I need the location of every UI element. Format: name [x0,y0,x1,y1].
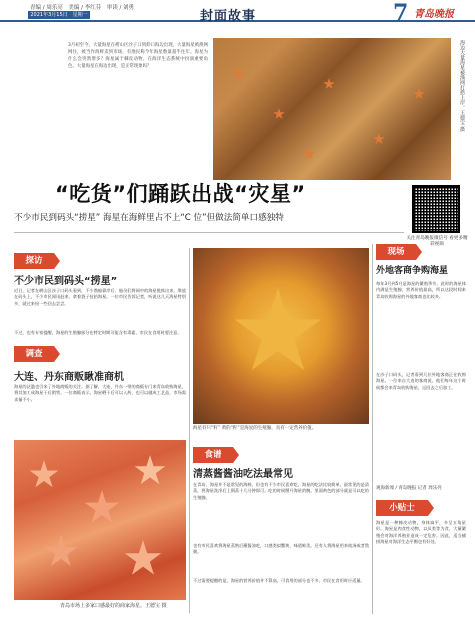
top-photo-starfish-net [213,38,451,180]
starfish-icon [323,78,335,90]
col1-paragraph-1: 近日，记者在崂山区沙子口码头看到，不少渔船靠岸后，船员们将网中的海星挑拣出来，堆放在码头上。不少市民闻讯赶来，拿着袋子捡拾海星。一位市民告诉记者，听说这几天海星特别多，就过来捡一些回去尝尝。 [14,288,186,306]
editor-credits: 青编 / 周乐亮 美编 / 李红芬 审读 / 刘勇 [30,5,135,11]
tag-xiaotieshi: 小贴士 [376,500,428,516]
col3-subhead: 外地客商争购海星 [376,266,449,276]
middle-photo-starfish-roe [193,248,369,424]
intro-text: 3月初至今，大量海星在崂山区沙子口到仰口海边出现，大量海星被渔网网住，被当作海鲜卖到市场，有渔民称今年海星数量超乎往年。海星为什么会突然增多？海星属于棘皮动物，在海洋生态系统中扮演重要角色。大量海星在海边出现，是正常现象吗？ [68,43,208,69]
middle-photo-caption: 海星有只“籽” 黄的“籽”是海星的生殖腺，具有一定营养价值。 [193,426,317,431]
col2-subhead: 清蒸酱酱油吃法最常见 [193,469,293,480]
col2-paragraph-1: 在青岛，海星并不是常见的海鲜，但也有不少市民喜欢吃。海星的吃法比较简单，最常见的是清蒸，将海星洗净后上锅蒸十几分钟即可。吃的时候掰开海星的腕，里面黄色的部分就是可以吃的生殖腺。 [193,482,369,500]
starfish-icon [303,148,315,160]
page-number: 7 [393,0,409,26]
starfish-icon [273,108,285,120]
col1-paragraph-3: 海星的泛滥也引来了外地商贩的关注。据了解，大连、丹东一带的商贩专门来青岛收购海星，将其加工成海星干后销售。一位商贩表示，海星晒干后可以入药，也可以做成工艺品，市场需求量不小。 [14,384,186,402]
col2-paragraph-3: 不过需要提醒的是，海星的营养价值并不算高，可食用的部分也不多，市民在食用时应适量。 [193,578,365,583]
bottom-photo-starfish-market [14,440,186,600]
starfish-icon [233,68,245,80]
qr-caption: 关注青岛晚报微信号 看更多精彩视频 [406,236,468,247]
section-title: 封面故事 [200,9,257,24]
col2-paragraph-2: 也有市民喜欢将海星蒸熟后蘸酱油吃，口感类似蟹黄，味道鲜美。还有人将海星用来炖汤或者熬粥。 [193,543,369,555]
tag-xianchang: 现场 [376,244,416,260]
col1-subhead-2: 大连、丹东商贩瞅准商机 [14,372,124,383]
col3-credit: 观海新闻 / 青岛晚报 记者 周乐亮 [376,486,442,491]
starfish-icon [413,88,425,100]
starfish-icon [134,455,166,487]
starfish-icon [29,460,59,490]
tag-diaocha-visible: 调查 [14,346,54,362]
starfish-icon [44,535,78,569]
col3-paragraph-2: 在沙子口码头，记者看到几位外地客商正在收购海星。一位来自大连的客商说，他们每年这个时候都会来青岛收购海星，运回去之后加工。 [376,372,466,390]
tag-shipu: 食谱 [193,447,233,463]
starfish-icon [124,540,162,578]
col3-paragraph-3: 海星是一种棘皮动物，身体扁平，多呈五角星形。海星是肉食性动物，以贝类等为食，大量繁殖会对海洋养殖业造成一定危害。因此，适当捕捞海星对海洋生态平衡也有好处。 [376,520,466,545]
top-photo-caption: 海边大量海星被渔网打捞上岸。王德宝 摄 [459,40,465,132]
col1-subhead: 不少市民到码头“捞星” [14,276,118,287]
tag-tanfang: 探访 [14,253,54,269]
starfish-icon [233,288,323,378]
newspaper-logo: 青岛晚报 [414,9,454,20]
qr-code[interactable] [412,185,460,233]
issue-date: 2021年3月15日 星期一 [28,11,90,19]
column-divider [189,248,190,613]
starfish-icon [373,133,385,145]
column-divider [372,244,373,614]
section-divider [14,232,404,233]
sub-headline: 不少市民到码头“捞星” 海星在海鲜里占不上“C 位”但做法简单口感独特 [14,213,284,223]
starfish-icon [84,490,120,526]
col1-paragraph-2: 不过，也有专家提醒，海星的生殖腺部分在特定时期可能含有毒素，市民在食用时要注意。 [14,330,182,335]
bottom-photo-caption: 青岛市场上多家口感最好的商家海星。王德宝 摄 [60,603,167,609]
col3-paragraph-1: 每年3月到5月是海星的繁殖季节，此时的海星体内满是生殖腺，营养价值最高，所以这段时间来青岛收购海星的外地客商也比较多。 [376,281,466,299]
main-headline: “吃货”们踊跃出战“灾星” [55,182,306,206]
page-header [0,0,475,26]
